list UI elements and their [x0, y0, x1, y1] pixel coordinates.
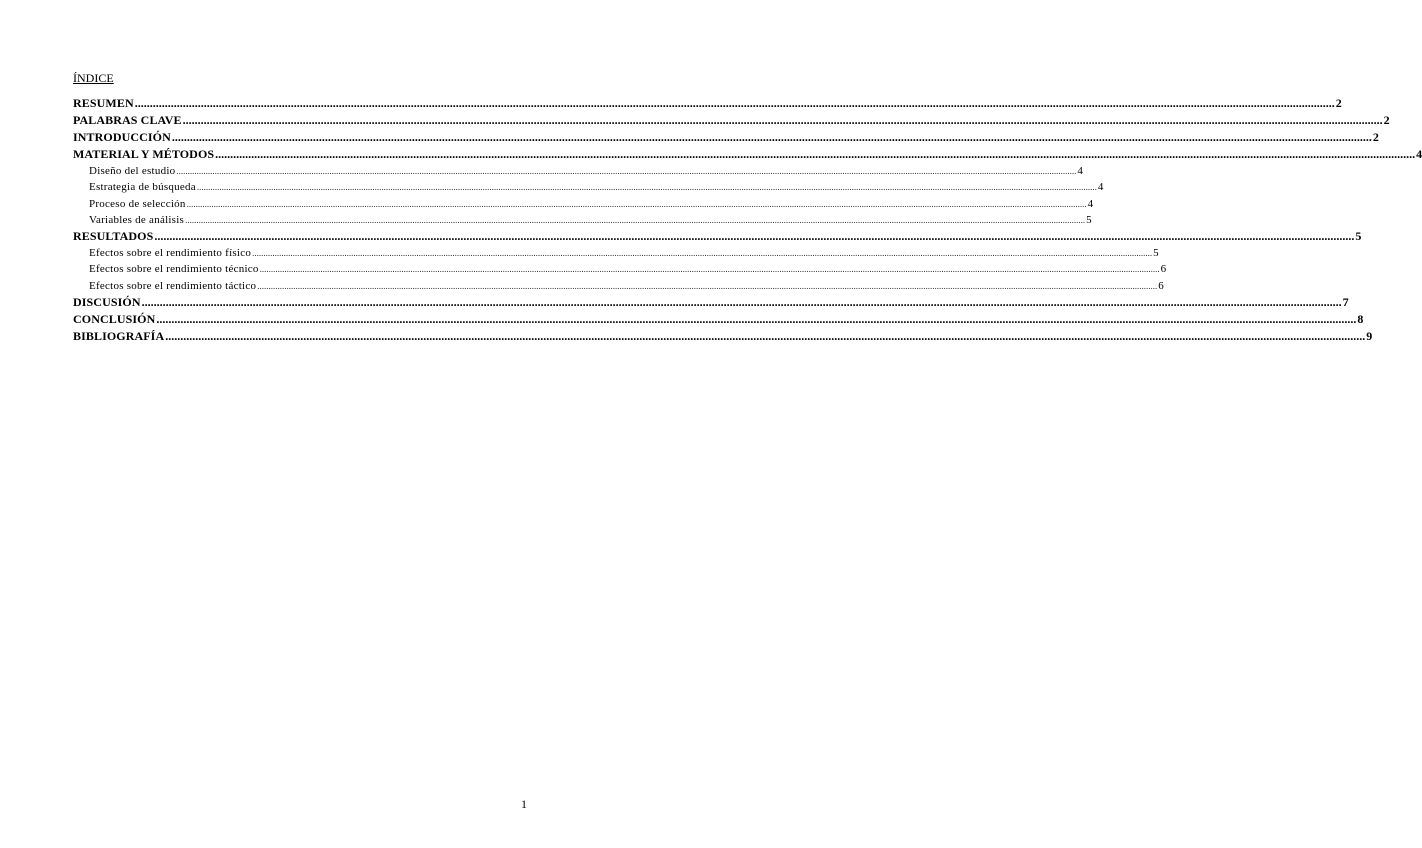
toc-dot-leader: ................................................................................................................................................................................................................................................................................................................................................................................................................: [186, 198, 1087, 209]
toc-dot-leader: ................................................................................................................................................................................................................................................................................................................................................................................................................: [154, 229, 1355, 244]
toc-entry-page: 8: [1357, 312, 1364, 327]
toc-entry[interactable]: [73, 179, 1104, 195]
toc-dot-leader: ................................................................................................................................................................................................................................................................................................................................................................................................................: [185, 214, 1086, 225]
toc-dot-leader: ................................................................................................................................................................................................................................................................................................................................................................................................................: [165, 329, 1366, 344]
toc-entry-label: INTRODUCCIÓN: [73, 130, 171, 144]
toc-dot-leader: ................................................................................................................................................................................................................................................................................................................................................................................................................: [134, 96, 1335, 110]
toc-dot-leader: ................................................................................................................................................................................................................................................................................................................................................................................................................: [259, 264, 1160, 275]
toc-entry-label: Proceso de selección: [89, 197, 186, 210]
toc-entry-page: 4: [1416, 147, 1422, 161]
toc-entry-label: RESULTADOS: [73, 229, 154, 244]
toc-entry-label: PALABRAS CLAVE: [73, 113, 182, 127]
toc-entry-label: Estrategia de búsqueda: [89, 181, 196, 194]
toc-entry-page: 2: [1372, 130, 1379, 144]
toc-entry[interactable]: [73, 112, 1390, 129]
toc-entry-page: 5: [1086, 213, 1092, 226]
toc-dot-leader: ................................................................................................................................................................................................................................................................................................................................................................................................................: [182, 113, 1383, 127]
toc-entry[interactable]: [73, 212, 1092, 228]
toc-dot-leader: ................................................................................................................................................................................................................................................................................................................................................................................................................: [257, 280, 1158, 291]
toc-dot-leader: ................................................................................................................................................................................................................................................................................................................................................................................................................: [171, 130, 1372, 144]
toc-entry-label: BIBLIOGRAFÍA: [73, 329, 165, 344]
page-number: 1: [521, 797, 527, 811]
toc-dot-leader: ................................................................................................................................................................................................................................................................................................................................................................................................................: [176, 166, 1077, 176]
toc-entry[interactable]: [73, 278, 1164, 294]
toc-entry-label: CONCLUSIÓN: [73, 312, 156, 327]
toc-entry[interactable]: [73, 294, 1349, 311]
toc-entry[interactable]: [73, 261, 1167, 277]
toc-dot-leader: ................................................................................................................................................................................................................................................................................................................................................................................................................: [141, 295, 1342, 310]
toc-entry-page: 2: [1383, 113, 1390, 127]
toc-entry-label: DISCUSIÓN: [73, 295, 141, 310]
toc-entry-page: 4: [1077, 165, 1083, 177]
toc-entry-label: Diseño del estudio: [89, 165, 176, 177]
toc-entry-page: 4: [1087, 197, 1094, 210]
toc-entry-label: Efectos sobre el rendimiento técnico: [89, 263, 259, 276]
toc-heading: ÍNDICE: [73, 71, 114, 85]
toc-entry[interactable]: [73, 311, 1364, 328]
toc-dot-leader: ................................................................................................................................................................................................................................................................................................................................................................................................................: [196, 182, 1097, 193]
toc-dot-leader: ................................................................................................................................................................................................................................................................................................................................................................................................................: [156, 312, 1357, 327]
table-of-contents: [73, 95, 1422, 345]
toc-entry-page: 6: [1160, 263, 1167, 276]
toc-dot-leader: ................................................................................................................................................................................................................................................................................................................................................................................................................: [252, 248, 1153, 259]
toc-entry[interactable]: [73, 245, 1159, 261]
toc-entry-label: Efectos sobre el rendimiento táctico: [89, 279, 257, 292]
toc-entry[interactable]: [73, 328, 1373, 345]
toc-entry[interactable]: [73, 163, 1083, 179]
toc-entry[interactable]: [73, 129, 1379, 146]
toc-dot-leader: ................................................................................................................................................................................................................................................................................................................................................................................................................: [215, 147, 1416, 161]
toc-entry-page: 9: [1366, 329, 1373, 344]
toc-entry-label: Variables de análisis: [89, 213, 185, 226]
toc-entry-page: 5: [1153, 247, 1159, 260]
toc-entry-page: 6: [1158, 279, 1164, 292]
toc-entry[interactable]: [73, 146, 1422, 163]
toc-entry-page: 2: [1335, 96, 1342, 110]
toc-entry-label: Efectos sobre el rendimiento físico: [89, 247, 252, 260]
toc-entry-label: RESUMEN: [73, 96, 134, 110]
toc-entry-page: 4: [1097, 181, 1104, 194]
toc-entry-page: 7: [1342, 295, 1349, 310]
toc-entry[interactable]: [73, 95, 1342, 112]
toc-entry-page: 5: [1355, 229, 1362, 244]
toc-entry[interactable]: [73, 196, 1094, 212]
toc-entry-label: MATERIAL Y MÉTODOS: [73, 147, 215, 161]
toc-entry[interactable]: [73, 228, 1362, 245]
